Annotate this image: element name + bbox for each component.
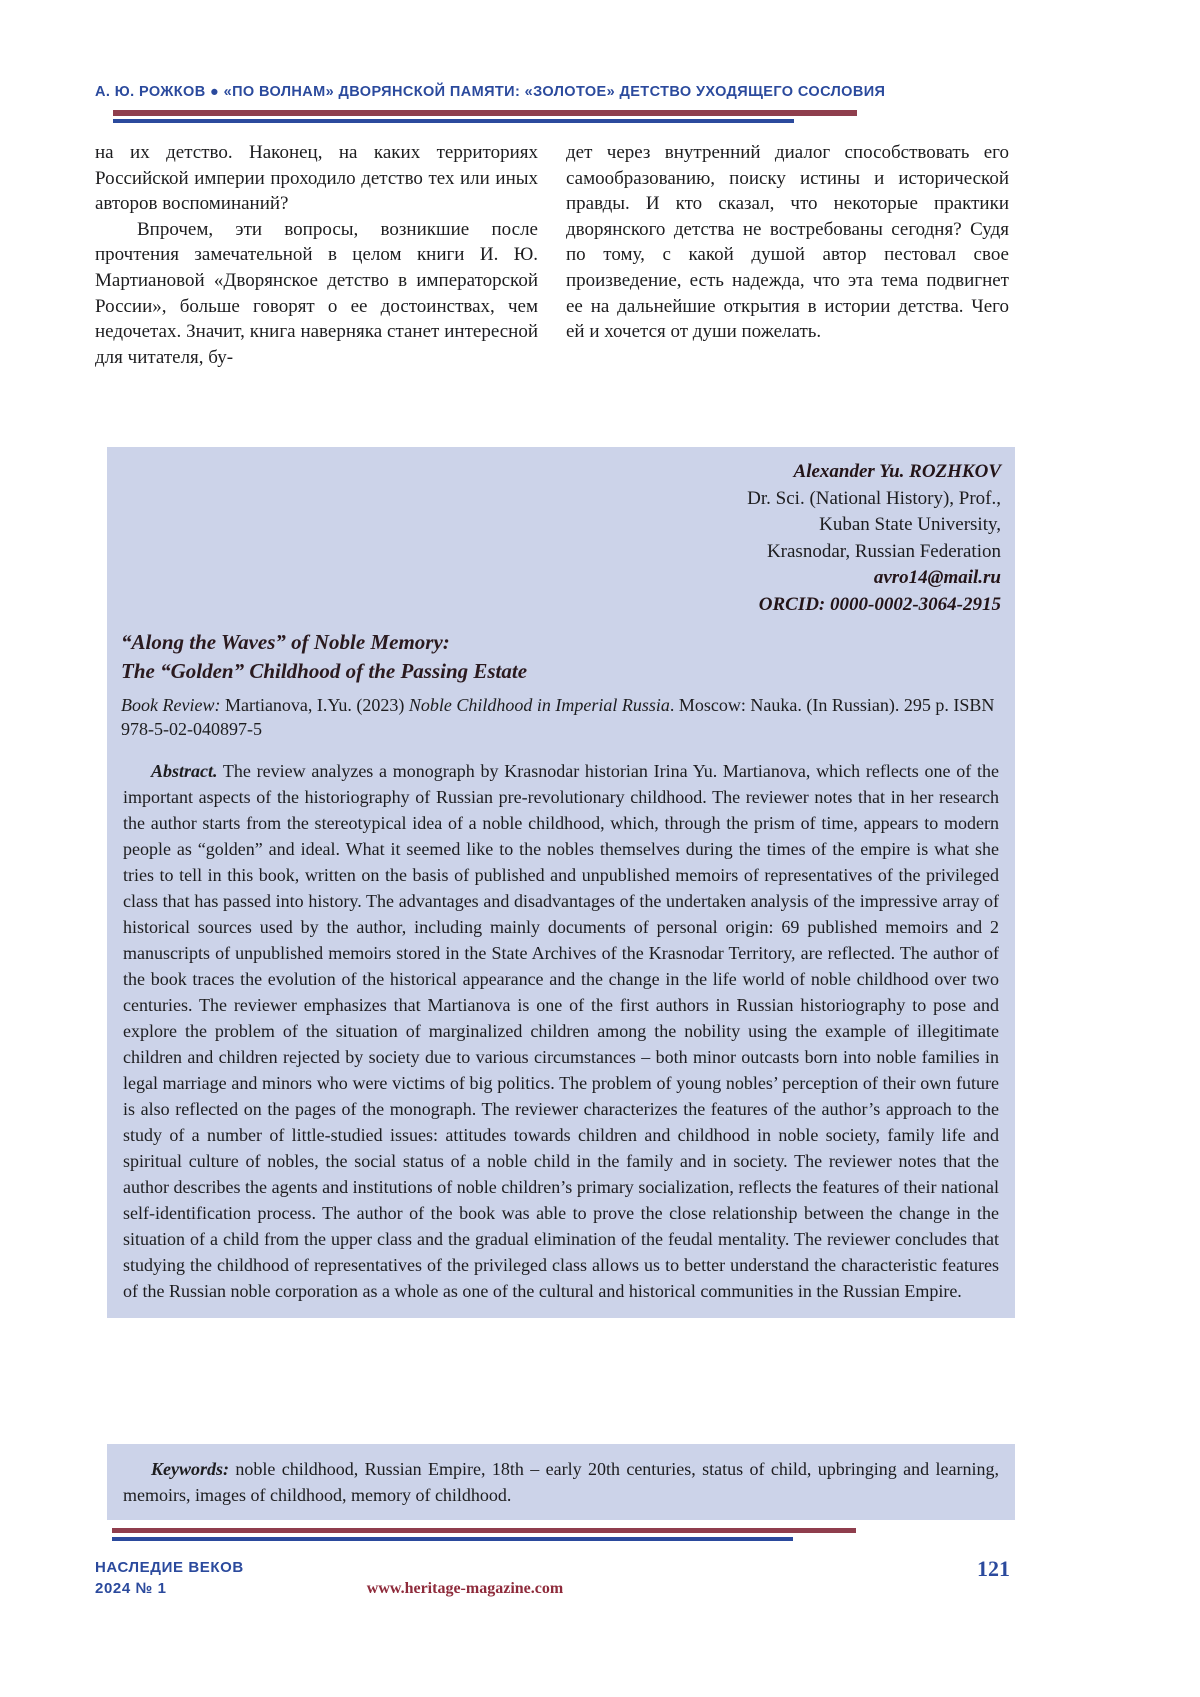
abstract-box	[107, 745, 1015, 1318]
author-name: Alexander Yu. ROZHKOV	[793, 461, 1001, 482]
journal-name: НАСЛЕДИЕ ВЕКОВ	[95, 1559, 244, 1576]
book-review-ref-2: . Moscow: Nauka. (In Russian). 295 p. ISBN 978-5-02-040897-5	[121, 695, 995, 739]
journal-logo	[95, 1557, 355, 1599]
author-title-box	[107, 447, 1015, 753]
abstract-text: The review analyzes a monograph by Krasnodar historian Irina Yu. Martianova, which reflects one of the important aspects of the historiography of Russian pre-revolutionary childhood. The reviewer notes that in her research the author starts from the stereotypical idea of a noble childhood, which, through the prism of time, appears to modern people as “golden” and ideal. What it seemed like to the nobles themselves during the times of the empire is what she tries to tell in this book, written on the basis of published and unpublished memoirs of representatives of the privileged class that has passed into history. The advantages and disadvantages of the undertaken analysis of the impressive array of historical sources used by the author, including mainly documents of personal origin: 69 published memoirs and 2 manuscripts of unpublished memoirs stored in the State Archives of the Krasnodar Territory, are reflected. The author of the book traces the evolution of the historical appearance and the change in the life world of noble childhood over two centuries. The reviewer emphasizes that Martianova is one of the first authors in Russian historiography to pose and explore the problem of the situation of marginalized children among the nobility using the example of illegitimate children and children rejected by society due to various circumstances – both minor outcasts born into noble families in legal marriage and minors who were victims of big politics. The problem of young nobles’ perception of their own future is also reflected on the pages of the monograph. The reviewer characterizes the features of the author’s approach to the study of a number of little-studied issues: attitudes towards children and childhood in noble society, family life and spiritual culture of nobles, the social status of a noble child in the family and in society. The reviewer notes that the author describes the agents and institutions of noble children’s primary socialization, reflects the features of their national self-identification process. The author of the book was able to prove the close relationship between the change in the situation of a child from the upper class and the gradual elimination of the feudal mentality. The reviewer concludes that studying the childhood of representatives of the privileged class allows us to better understand the characteristic features of the Russian noble corporation as a whole as one of the cultural and historical communities in the Russian Empire.	[123, 761, 999, 1301]
keywords-box	[107, 1444, 1015, 1520]
keywords-text: noble childhood, Russian Empire, 18th – early 20th centuries, status of child, upbringing and learning, memoirs, images of childhood, memory of childhood.	[123, 1459, 999, 1505]
article-title-line2: The “Golden” Childhood of the Passing Estate	[121, 659, 528, 683]
article-title-block	[121, 628, 1001, 741]
author-email-link[interactable]: avro14@mail.ru	[873, 567, 1001, 588]
article-title-line1: “Along the Waves” of Noble Memory:	[121, 630, 450, 654]
header-rule-blue	[113, 119, 794, 123]
paragraph: на их детство. Наконец, на каких территориях Российской империи проходило детство тех или иных авторов воспоминаний?	[95, 142, 538, 215]
running-header: А. Ю. РОЖКОВ ● «ПО ВОЛНАМ» ДВОРЯНСКОЙ ПАМЯТИ: «ЗОЛОТОЕ» ДЕТСТВО УХОДЯЩЕГО СОСЛОВИЯ	[95, 84, 886, 100]
book-review-citation	[121, 693, 1001, 741]
keywords-paragraph	[123, 1456, 999, 1508]
book-review-book-title: Noble Childhood in Imperial Russia	[408, 695, 670, 715]
book-review-ref-1: Martianova, I.Yu. (2023)	[220, 695, 409, 715]
russian-text-columns	[95, 140, 1010, 370]
journal-issue: 2024 № 1	[95, 1580, 167, 1597]
page-number: 121	[977, 1556, 1010, 1581]
author-email	[121, 565, 1001, 592]
abstract-paragraph	[123, 758, 999, 1304]
author-meta	[121, 459, 1001, 618]
column-right	[566, 140, 1009, 370]
abstract-label: Abstract.	[151, 761, 218, 781]
paragraph: дет через внутренний диалог способствовать его самообразованию, поиску истины и исторической правды. И кто сказал, что некоторые практики дворянского детства не востребованы сегодня? Судя по тому, с какой душой автор пестовал свое произведение, есть надежда, что эта тема подвигнет ее на дальнейшие открытия в истории детства. Чего ей и хочется от души пожелать.	[566, 142, 1009, 343]
author-affiliation: Kuban State University,	[819, 514, 1001, 535]
author-location: Krasnodar, Russian Federation	[766, 540, 1001, 562]
column-left	[95, 140, 538, 370]
journal-website-link[interactable]: www.heritage-magazine.com	[366, 1580, 564, 1597]
author-orcid: ORCID: 0000-0002-3064-2915	[758, 593, 1001, 615]
author-degree: Dr. Sci. (National History), Prof.,	[747, 487, 1001, 509]
book-review-label: Book Review:	[121, 695, 221, 715]
paragraph: Впрочем, эти вопросы, возникшие после прочтения замечательной в целом книги И. Ю. Мартиановой «Дворянское детство в императорской России», больше говорят о ее достоинствах, чем недочетах. Значит, книга наверняка станет интересной для читателя, бу-	[95, 218, 538, 368]
footer-rule-blue	[112, 1537, 793, 1541]
footer-rule-maroon	[112, 1528, 856, 1533]
header-rule-maroon	[113, 110, 857, 116]
journal-website	[335, 1580, 595, 1598]
keywords-label: Keywords:	[151, 1459, 229, 1479]
